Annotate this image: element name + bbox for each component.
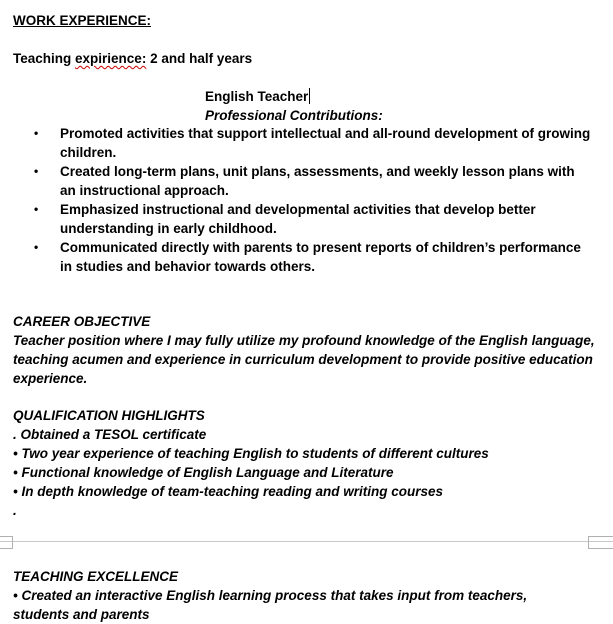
list-item (34, 200, 594, 238)
job-title: English Teacher (205, 89, 309, 104)
teaching-label: Teaching (13, 51, 72, 66)
teaching-excellence-heading: TEACHING EXCELLENCE (13, 569, 179, 584)
text-cursor (309, 88, 310, 104)
teaching-excellence-text: • Created an interactive English learning process that takes input from teachers, students and parents (13, 588, 528, 622)
qualification-item: . Obtained a TESOL certificate (13, 427, 207, 442)
contribution-text: Emphasized instructional and developmental activities that develop better understanding in early childhood. (60, 202, 536, 236)
contribution-text: Promoted activities that support intellectual and all-round development of growing children. (60, 126, 591, 160)
list-item (34, 162, 594, 200)
bullet-icon: • (34, 202, 39, 216)
career-objective-heading: CAREER OBJECTIVE (13, 314, 151, 329)
teaching-duration: 2 and half years (150, 51, 253, 66)
contribution-text: Created long-term plans, unit plans, assessments, and weekly lesson plans with an instructional approach. (60, 164, 575, 198)
teaching-experience-line (13, 49, 252, 68)
contribution-text: Communicated directly with parents to present reports of children’s performance in studies and behavior towards others. (60, 240, 581, 274)
bullet-icon: • (34, 126, 39, 140)
qualification-item: • In depth knowledge of team-teaching reading and writing courses (13, 484, 444, 499)
qualification-item: • Two year experience of teaching English to students of different cultures (13, 446, 489, 461)
work-experience-heading: WORK EXPERIENCE: (13, 13, 152, 28)
page-margin-marker-left (0, 536, 13, 549)
career-objective-text: Teacher position where I may fully utilize my profound knowledge of the English language, teaching acumen and experience in curriculum development to provide positive education experience. (13, 333, 595, 386)
qualification-item: . (13, 503, 17, 518)
qualification-highlights-heading: QUALIFICATION HIGHLIGHTS (13, 408, 205, 423)
page-break-line (0, 541, 613, 542)
bullet-icon: • (34, 240, 39, 254)
teaching-misspelled-word[interactable]: expirience: (75, 51, 147, 66)
contributions-heading: Professional Contributions: (205, 108, 383, 123)
bullet-icon: • (34, 164, 39, 178)
page-margin-marker-right (588, 536, 613, 549)
job-title-line[interactable] (205, 87, 310, 106)
contributions-list (34, 124, 594, 276)
list-item (34, 238, 594, 276)
list-item (34, 124, 594, 162)
qualification-item: • Functional knowledge of English Language and Literature (13, 465, 394, 480)
